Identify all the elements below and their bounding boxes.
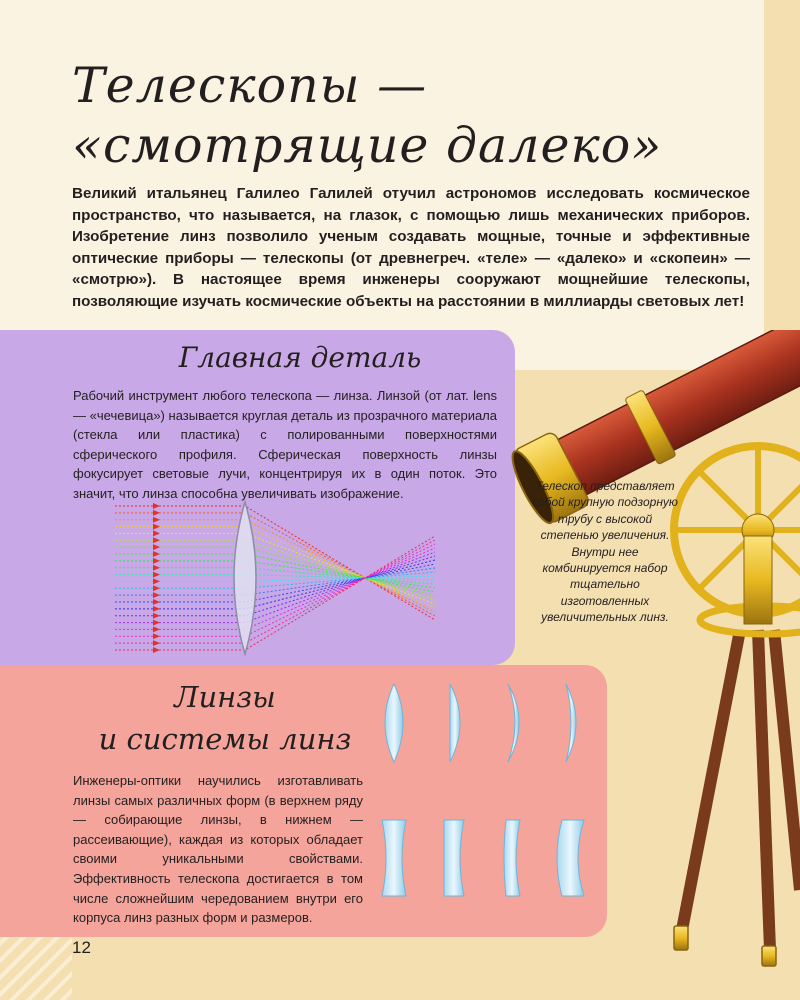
rainbow-rays-lens-diagram-icon <box>115 500 445 660</box>
lenses-title-line-1: Линзы <box>174 680 276 714</box>
lenses-text: Инженеры-оптики научились изготавливать линзы самых различных форм (в верхнем ряду — собирающие линзы, в нижнем — рассеивающие), каждая из которых обладает своими уникальными свойствами. Эффективность телескопа достигается в том числе сложнейшим чередованием внутри его корпуса линз разных форм и размеров. <box>73 773 363 926</box>
main-part-text: Рабочий инструмент любого телескопа — линза. Линзой (от лат. lens — «чечевица») называется круглая деталь из прозрачного материала (стекла или пластика) с полированными поверхностями сферического профиля. Сферическая поверхность линзы фокусирует световые лучи, концентрируя их в один поток. Это значит, что линза способна увеличивать изображение. <box>73 388 497 501</box>
lenses-title <box>80 676 370 760</box>
title-line-1: Телескопы — <box>72 57 428 114</box>
page-title <box>72 56 692 176</box>
main-part-title: Главная деталь <box>178 341 422 374</box>
title-line-2: «смотрящие далеко» <box>72 117 663 174</box>
plano-concave-lens-icon <box>444 820 464 896</box>
telescope-illustration-icon <box>508 330 800 970</box>
biconvex-lens-icon <box>385 684 403 762</box>
intro-paragraph: Великий итальянец Галилео Галилей отучил астрономов исследовать космическое пространство, что называется, на глазок, с помощью лишь механических приборов. Изобретение линз позволило ученым создавать мощные, точные и эффективные оптические приборы — телескопы (от древнегреч. «теле» — «далеко» и «скопеин» — «смотрю»). В настоящее время инженеры сооружают мощнейшие телескопы, позволяющие изучать космические объекты на расстоянии в миллиарды световых лет! <box>72 185 750 310</box>
lenses-title-line-2: и системы линз <box>98 722 352 756</box>
plano-convex-lens-icon <box>450 684 460 762</box>
telescope-caption: Телескоп представляет собой крупную подзорную трубу с высокой степенью увеличения. Внутри нее комбинируется набор тщательно изготовленных увеличительных линз. <box>532 479 678 625</box>
biconcave-lens-icon <box>382 820 406 896</box>
page-number: 12 <box>72 938 91 957</box>
